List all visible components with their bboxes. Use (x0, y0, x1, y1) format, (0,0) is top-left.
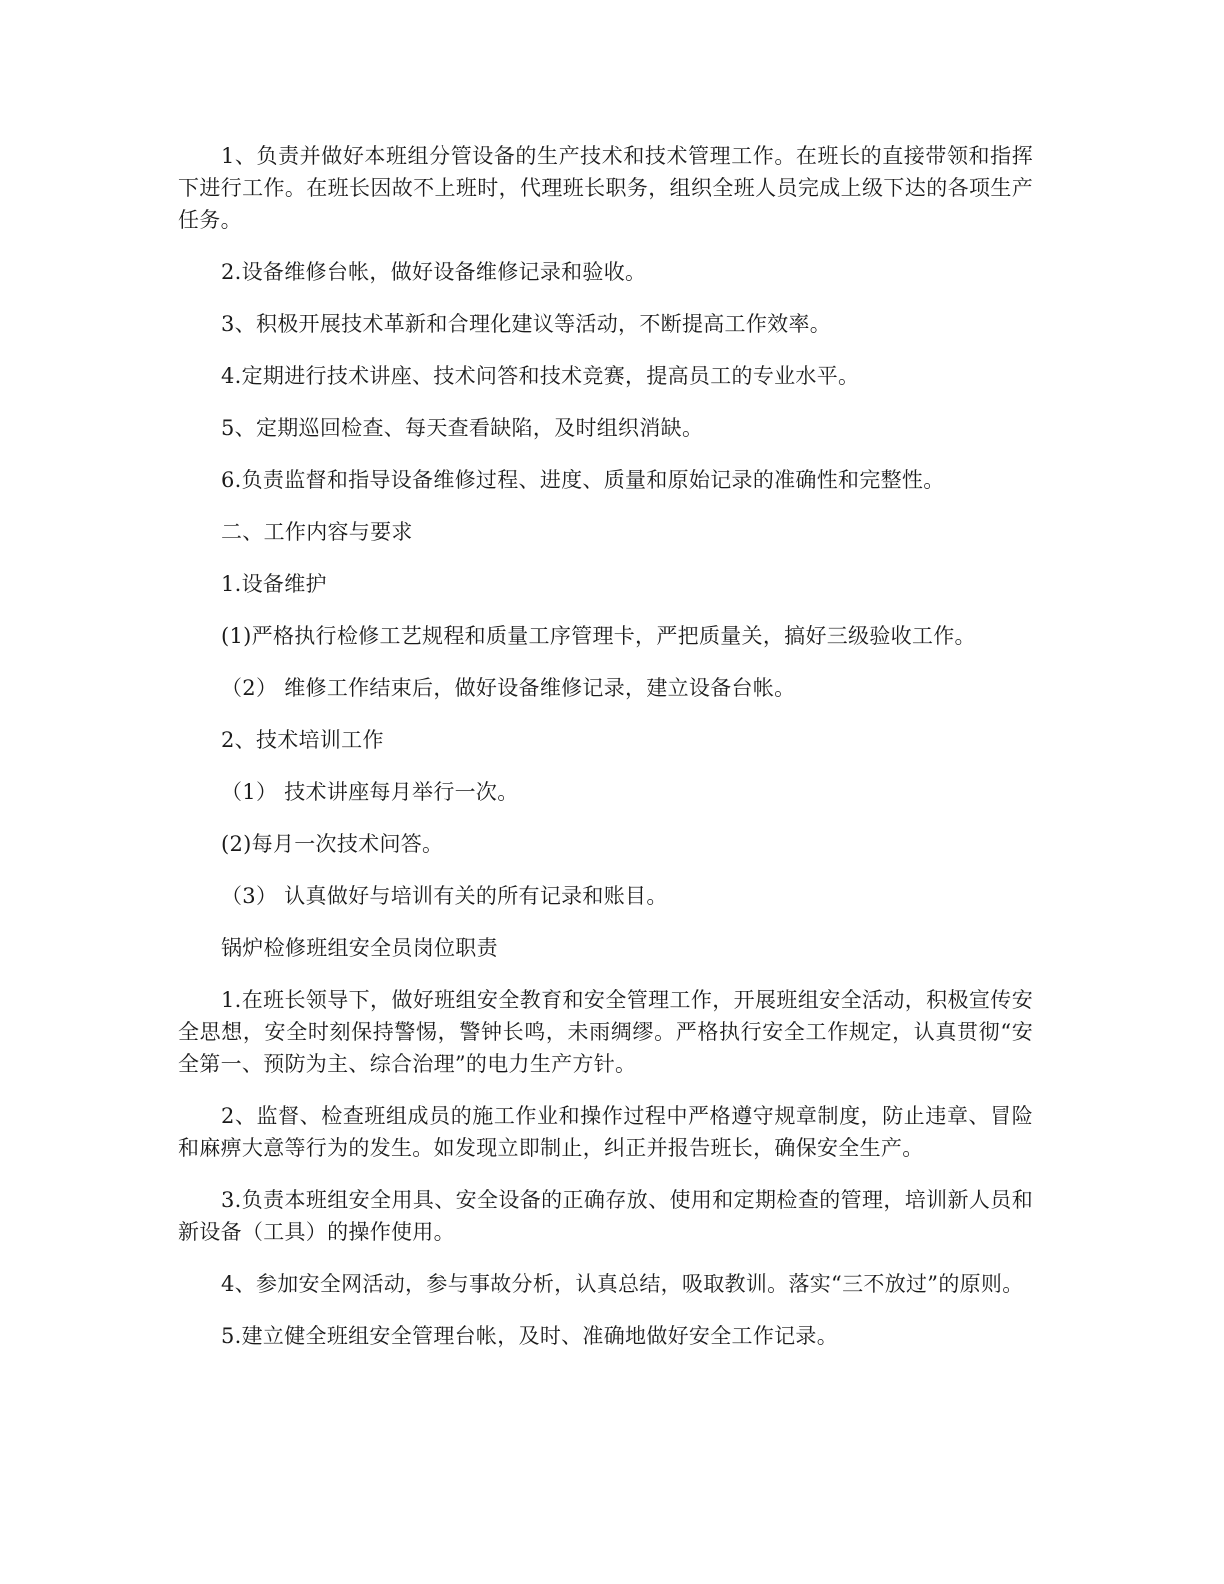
paragraph-duty-6: 6.负责监督和指导设备维修过程、进度、质量和原始记录的准确性和完整性。 (221, 468, 945, 492)
paragraph-safety-3: 3.负责本班组安全用具、安全设备的正确存放、使用和定期检查的管理，培训新人员和新设备（工具）的操作使用。 (178, 1188, 1033, 1244)
subheading-equipment-maintenance: 1.设备维护 (221, 572, 327, 596)
item-training-2: (2)每月一次技术问答。 (221, 832, 444, 856)
item-maintenance-1: (1)严格执行检修工艺规程和质量工序管理卡，严把质量关，搞好三级验收工作。 (221, 624, 976, 648)
paragraph-duty-3: 3、积极开展技术革新和合理化建议等活动，不断提高工作效率。 (221, 312, 832, 336)
item-training-3: （3） 认真做好与培训有关的所有记录和账目。 (221, 884, 668, 908)
paragraph-duty-5: 5、定期巡回检查、每天查看缺陷，及时组织消缺。 (221, 416, 704, 440)
paragraph-safety-5: 5.建立健全班组安全管理台帐，及时、准确地做好安全工作记录。 (221, 1324, 839, 1348)
subheading-technical-training: 2、技术培训工作 (221, 728, 384, 752)
paragraph-safety-4: 4、参加安全网活动，参与事故分析，认真总结，吸取教训。落实“三不放过”的原则。 (221, 1272, 1024, 1296)
section-heading-work-content: 二、工作内容与要求 (221, 520, 413, 544)
paragraph-safety-2: 2、监督、检查班组成员的施工作业和操作过程中严格遵守规章制度，防止违章、冒险和麻痹大意等行为的发生。如发现立即制止，纠正并报告班长，确保安全生产。 (178, 1104, 1033, 1160)
paragraph-safety-1: 1.在班长领导下，做好班组安全教育和安全管理工作，开展班组安全活动，积极宣传安全思想，安全时刻保持警惕，警钟长鸣，未雨绸缪。严格执行安全工作规定，认真贯彻“安全第一、预防为主、综合治理”的电力生产方针。 (178, 988, 1033, 1076)
document-body (178, 140, 1033, 1372)
section-heading-safety-officer: 锅炉检修班组安全员岗位职责 (221, 936, 498, 960)
item-maintenance-2: （2） 维修工作结束后，做好设备维修记录，建立设备台帐。 (221, 676, 796, 700)
paragraph-duty-2: 2.设备维修台帐，做好设备维修记录和验收。 (221, 260, 647, 284)
paragraph-duty-4: 4.定期进行技术讲座、技术问答和技术竞赛，提高员工的专业水平。 (221, 364, 860, 388)
item-training-1: （1） 技术讲座每月举行一次。 (221, 780, 519, 804)
paragraph-duty-1: 1、负责并做好本班组分管设备的生产技术和技术管理工作。在班长的直接带领和指挥下进行工作。在班长因故不上班时，代理班长职务，组织全班人员完成上级下达的各项生产任务。 (178, 144, 1033, 232)
